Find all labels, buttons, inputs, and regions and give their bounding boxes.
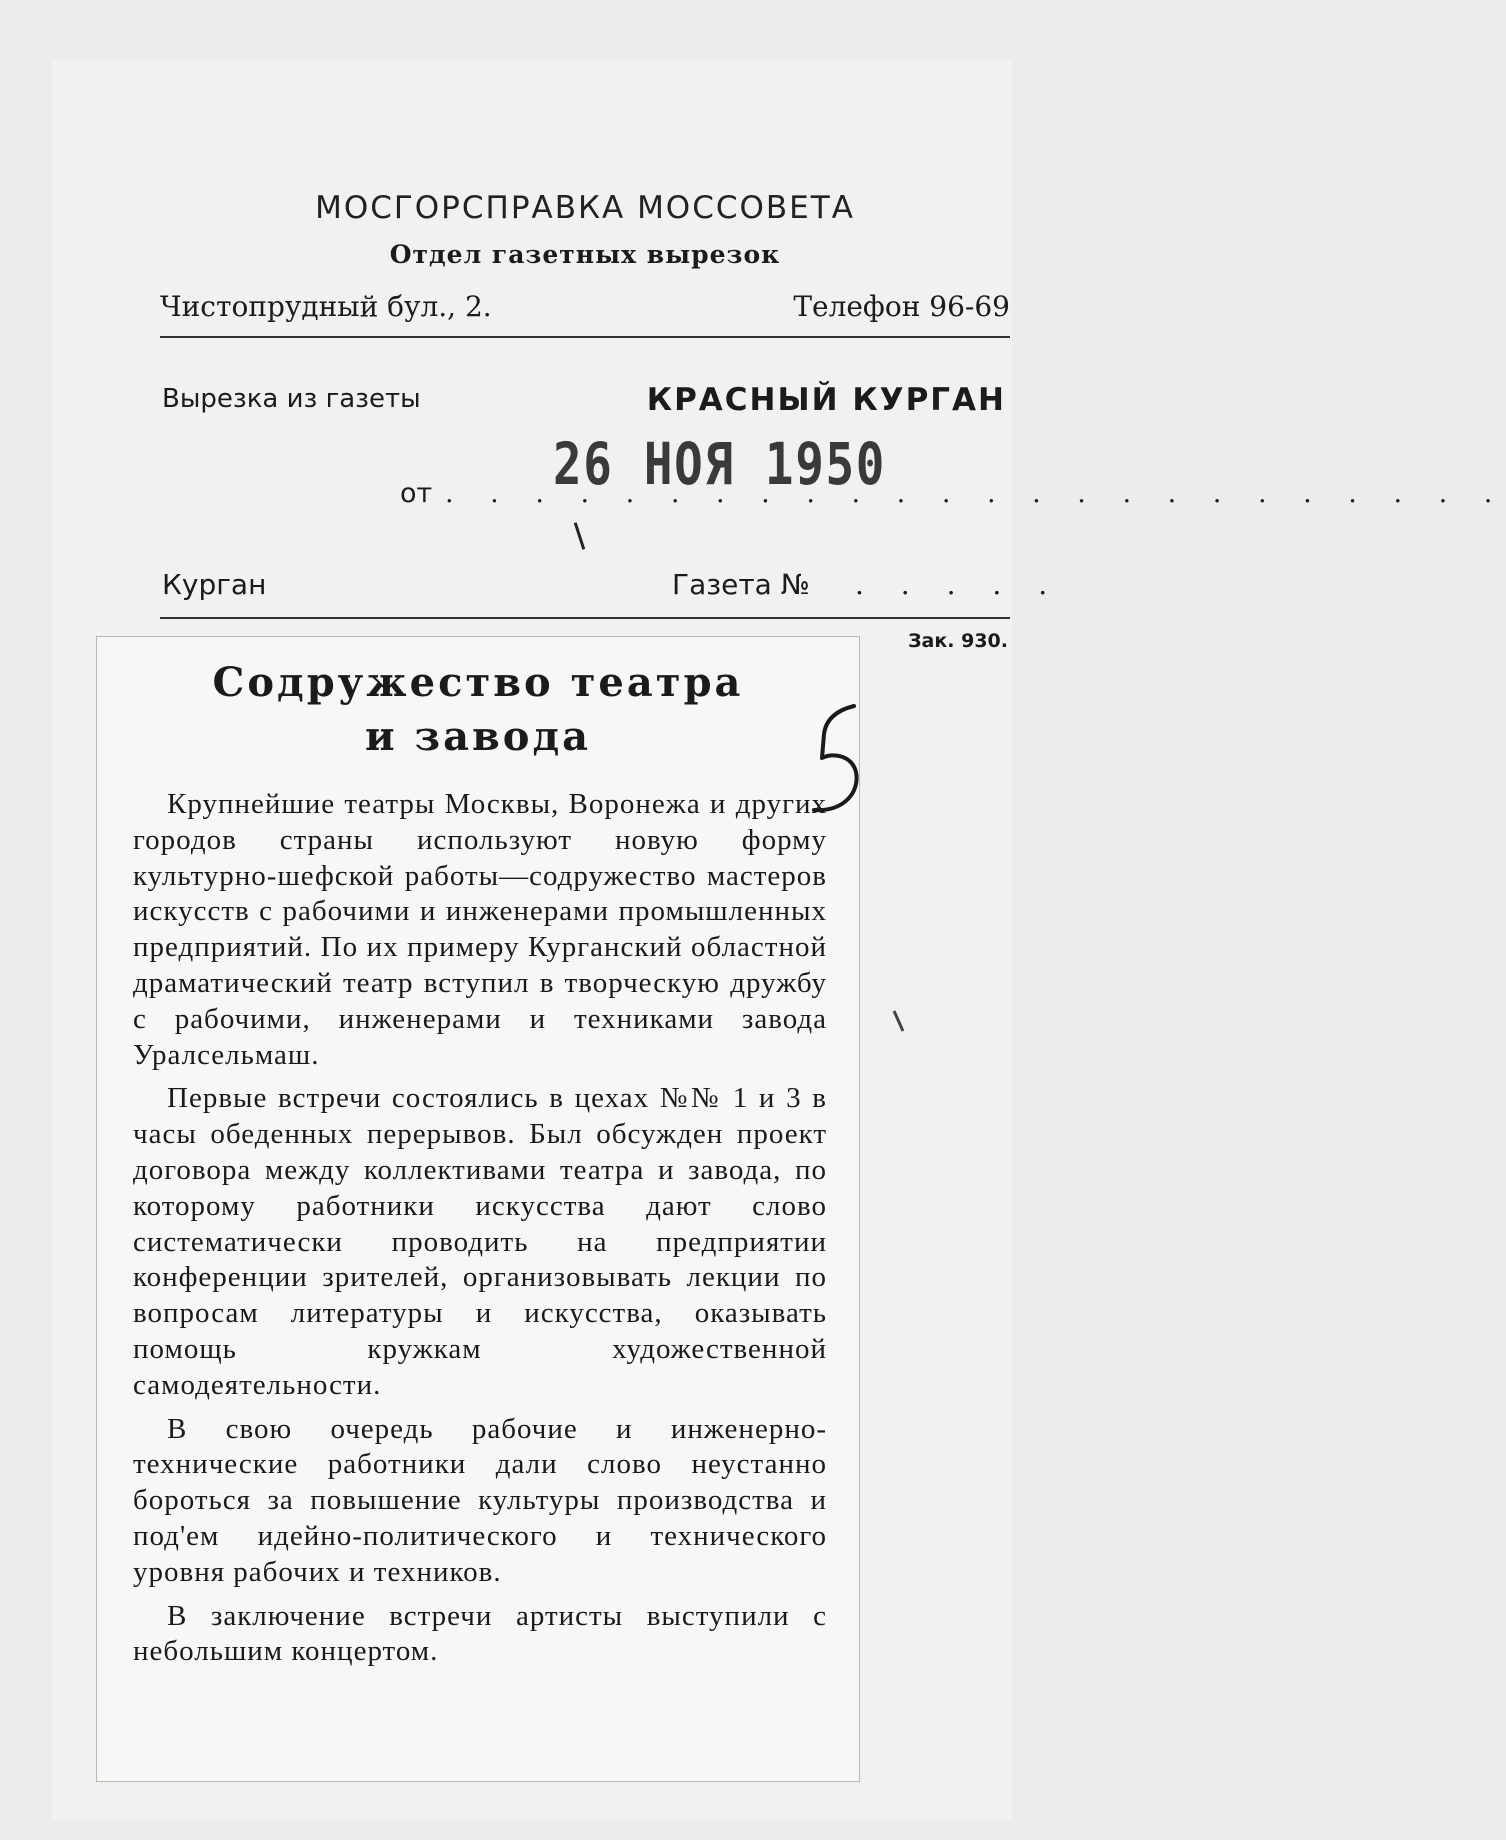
article-paragraph: Первые встречи состоялись в цехах №№ 1 и 3 в часы обеденных перерывов. Был обсужден проект договора между коллективами театра и завода, по которому работники искусства дают слово систематически проводить на предприятии конференции зрителей, организовывать лекции по вопросам литературы и искусства, оказывать помощь кружкам художественной самодеятельности. xyxy=(133,1082,827,1401)
article-title-line2: и завода xyxy=(364,713,592,760)
date-label: от xyxy=(400,478,433,509)
agency-name: МОСГОРСПРАВКА МОССОВЕТА xyxy=(315,190,855,226)
issue-fill-line: . . . . . xyxy=(855,568,1062,601)
date-fill-line: . . . . . . . . . . . . . . . . . . . . . . . . xyxy=(445,478,1506,509)
clipping-source-label: Вырезка из газеты xyxy=(162,384,421,414)
article-paragraph: Крупнейшие театры Москвы, Воронежа и других городов страны используют новую форму культурно-шефской работы—содружество мастеров искусств с рабочими и инженерами промышленных предприятий. По их примеру Курганский областной драматический театр вступил в творческую дружбу с рабочими, инженерами и техниками завода Уралсельмаш. xyxy=(133,788,827,1071)
article-body xyxy=(133,787,827,1678)
article-paragraph: В заключение встречи артисты выступили с небольшим концертом. xyxy=(133,1599,827,1668)
handwritten-number-mark xyxy=(808,700,868,820)
agency-address: Чистопрудный бул., 2. xyxy=(160,290,492,323)
city-name: Курган xyxy=(162,568,267,601)
newspaper-name: КРАСНЫЙ КУРГАН xyxy=(646,382,1006,418)
article-paragraph: В свою очередь рабочие и инженерно-технические работники дали слово неустанно бороться за повышение культуры производства и под'ем идейно-политического и технического уровня рабочих и техников. xyxy=(133,1412,827,1588)
article-title-line1: Содружество театра xyxy=(212,659,744,706)
form-divider xyxy=(160,617,1010,619)
issue-number-label: Газета № xyxy=(672,568,810,601)
date-stamp: 26 НОЯ 1950 xyxy=(553,430,887,498)
newspaper-clipping xyxy=(96,636,860,1782)
header-divider xyxy=(160,336,1010,338)
department-name: Отдел газетных вырезок xyxy=(389,240,781,269)
agency-phone: Телефон 96-69 xyxy=(793,290,1010,323)
order-number: Зак. 930. xyxy=(908,630,1008,652)
